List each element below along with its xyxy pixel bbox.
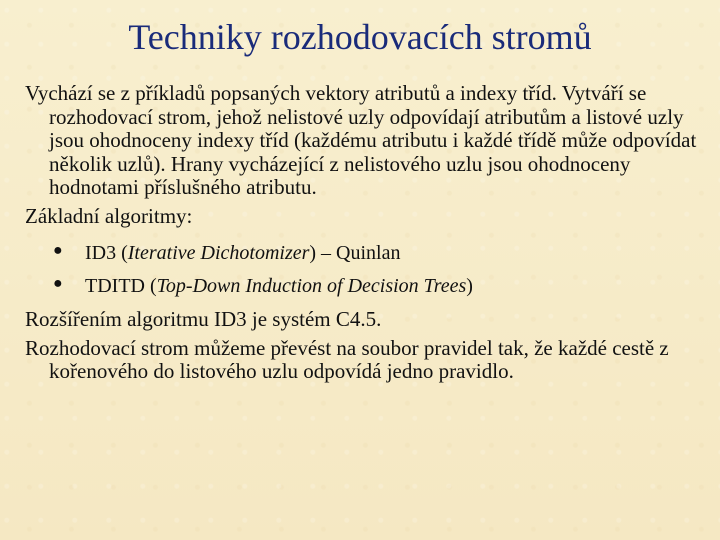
bullet-id3-italic: Iterative Dichotomizer — [127, 242, 310, 265]
bullet-tditd-italic: Top-Down Induction of Decision Trees — [156, 275, 467, 298]
paragraph-4: Rozhodovací strom můžeme převést na soubor pravidel tak, že každé cestě z kořenového do listového uzlu odpovídá jedno pravidlo. — [25, 335, 669, 384]
paragraph-3: Rozšířením algoritmu ID3 je systém C4.5. — [25, 307, 382, 332]
bullet-id3-suffix: ) – Quinlan — [309, 242, 401, 265]
main-content — [25, 82, 705, 384]
bullet-tditd-prefix: TDITD ( — [85, 275, 157, 298]
bullet-item-tditd — [25, 275, 705, 298]
bullet-item-id3 — [25, 242, 705, 265]
bullet-id3-prefix: ID3 ( — [85, 242, 128, 265]
page-title: Techniky rozhodovacích stromů — [128, 17, 592, 57]
bullet-icon: ● — [53, 274, 63, 292]
paragraph-2: Základní algoritmy: — [25, 203, 193, 228]
paragraph-1: Vychází se z příkladů popsaných vektory atributů a indexy tříd. Vytváří se rozhodovací strom, jehož nelistové uzly odpovídají atributům a listové uzly jsou ohodnoceny indexy tříd (každému atributu i každé třídě může odpovídat několik uzlů). Hrany vycházející z nelistového uzlu jsou ohodnoceny hodnotami příslušného atributu. — [25, 81, 697, 200]
bullet-tditd-suffix: ) — [466, 275, 473, 298]
bullet-icon: ● — [53, 241, 63, 259]
algorithm-list — [25, 242, 705, 298]
